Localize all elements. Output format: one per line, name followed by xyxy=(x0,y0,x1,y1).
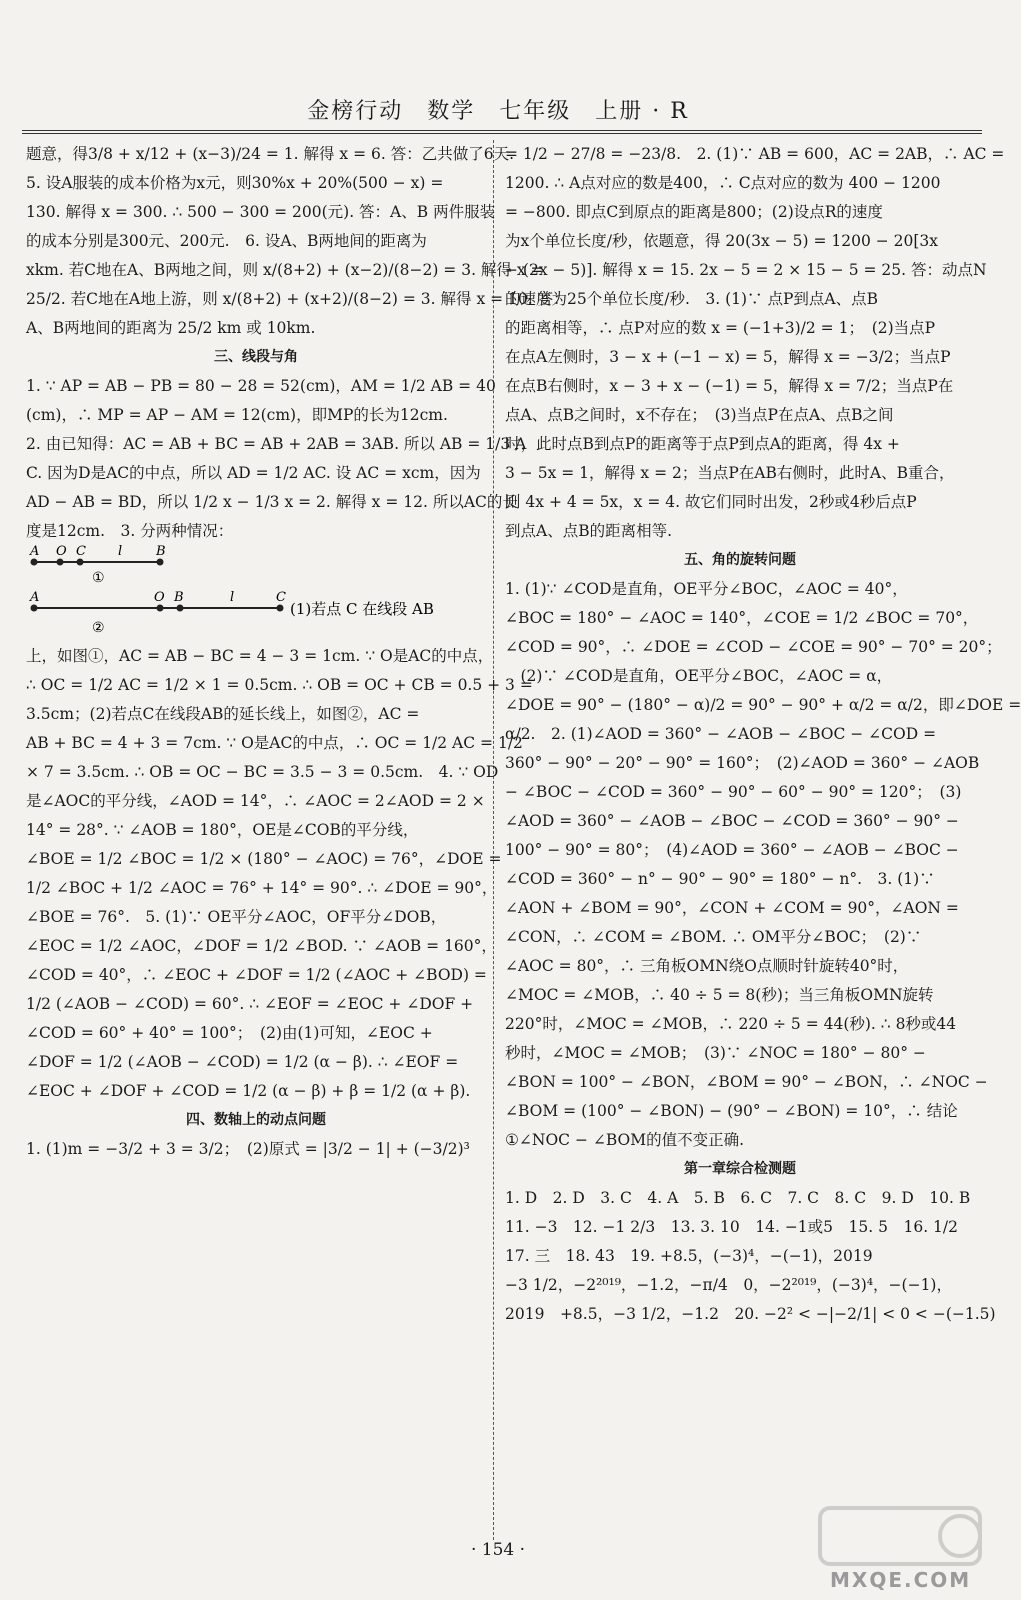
section-heading: 三、线段与角 xyxy=(214,349,298,365)
answer-line: 130. 解得 x = 300. ∴ 500 − 300 = 200(元). 答：A、B 两件服装 xyxy=(26,203,496,221)
left-column xyxy=(26,140,569,1164)
answer-line: 题意，得3/8 + x/12 + (x−3)/24 = 1. 解得 x = 6. 答：乙共做了6天. xyxy=(26,145,515,163)
figure-1-marker: ① xyxy=(92,570,105,586)
answer-line: 点A、点B之间时，x不存在； (3)当点P在点A、点B之间 xyxy=(505,406,894,424)
answer-line: (2)∵ ∠COD是直角，OE平分∠BOC，∠AOC = α， xyxy=(505,667,893,685)
answer-line: ∠DOF = 1/2 (∠AOB − ∠COD) = 1/2 (α − β). ∴ ∠EOF = xyxy=(26,1053,459,1071)
point-C-2 xyxy=(277,605,284,612)
point-A-1 xyxy=(31,559,38,566)
answer-line: − (2x − 5)]. 解得 x = 15. 2x − 5 = 2 × 15 − 5 = 25. 答：动点N xyxy=(505,261,987,279)
column-divider xyxy=(493,140,494,1540)
answer-line: 上，如图①，AC = AB − BC = 4 − 3 = 1cm. ∵ O是AC的中点， xyxy=(26,647,494,665)
diagram-side-text: (1)若点 C 在线段 AB xyxy=(290,600,434,618)
answer-line: ∠EOC + ∠DOF + ∠COD = 1/2 (α − β) + β = 1/2 (α + β). xyxy=(26,1082,471,1100)
answer-line: 2. 由已知得：AC = AB + BC = AB + 2AB = 3AB. 所以 AB = 1/3 A xyxy=(26,435,527,453)
answer-line: 在点B右侧时，x − 3 + x − (−1) = 5，解得 x = 7/2；当点P在 xyxy=(505,377,954,395)
answer-line: 1200. ∴ A点对应的数是400，∴ C点对应的数为 400 − 1200 xyxy=(505,174,941,192)
answer-line: ∠COD = 90°，∴ ∠DOE = ∠COD − ∠COE = 90° − 70° = 20°； xyxy=(505,638,1002,656)
page-number: · 154 · xyxy=(470,1540,526,1560)
section-heading: 第一章综合检测题 xyxy=(684,1161,796,1177)
answer-line: 360° − 90° − 20° − 90° = 160°； (2)∠AOD = 360° − ∠AOB xyxy=(505,754,980,772)
answer-line: 17. 三 18. 43 19. +8.5，(−3)⁴，−(−1)，2019 xyxy=(505,1247,873,1265)
answer-line: 在点A左侧时，3 − x + (−1 − x) = 5，解得 x = −3/2；当点P xyxy=(505,348,951,366)
answer-line: 的成本分别是300元、200元. 6. 设A、B两地间的距离为 xyxy=(26,232,427,250)
answer-line: 是∠AOC的平分线，∠AOD = 14°，∴ ∠AOC = 2∠AOD = 2 × xyxy=(26,792,485,810)
answer-line: 2019 +8.5，−3 1/2，−1.2 20. −2² < −|−2/1| < 0 < −(−1.5) xyxy=(505,1305,996,1323)
answer-line: 25/2. 若C地在A地上游，则 x/(8+2) + (x+2)/(8−2) = 3. 解得 x = 10. 答： xyxy=(26,290,569,308)
section-heading: 四、数轴上的动点问题 xyxy=(186,1112,326,1128)
answer-line: A、B两地间的距离为 25/2 km 或 10km. xyxy=(26,319,316,337)
answer-line: C. 因为D是AC的中点，所以 AD = 1/2 AC. 设 AC = xcm，因为 xyxy=(26,464,481,482)
point-A-2 xyxy=(31,605,38,612)
answer-line: xkm. 若C地在A、B两地之间，则 x/(8+2) + (x−2)/(8−2) = 3. 解得 x = xyxy=(26,261,544,279)
answer-line: ∠BOC = 180° − ∠AOC = 140°，∠COE = 1/2 ∠BOC = 70°， xyxy=(505,609,979,627)
answer-line: 220°时，∠MOC = ∠MOB，∴ 220 ÷ 5 = 44(秒). ∴ 8秒或44 xyxy=(505,1015,957,1033)
label-O-1: O xyxy=(56,544,67,559)
answer-line: ∠BOE = 1/2 ∠BOC = 1/2 × (180° − ∠AOC) = 76°，∠DOE = xyxy=(26,850,502,868)
answer-line: ∠CON，∴ ∠COM = ∠BOM. ∴ OM平分∠BOC； (2)∵ xyxy=(505,928,922,946)
answer-line: ∠COD = 40°，∴ ∠EOC + ∠DOF = 1/2 (∠AOC + ∠BOD) = xyxy=(26,966,487,984)
answer-line: ∠BON = 100° − ∠BON，∠BOM = 90° − ∠BON，∴ ∠NOC − xyxy=(505,1073,988,1091)
label-B-1: B xyxy=(156,544,166,559)
point-B-1 xyxy=(157,559,164,566)
answer-line: ∠DOE = 90° − (180° − α)/2 = 90° − 90° + α/2 = α/2，即∠DOE = xyxy=(505,696,1021,714)
header-rule xyxy=(22,130,982,131)
answer-line: 3 − 5x = 1，解得 x = 2；当点P在AB右侧时，此时A、B重合， xyxy=(505,464,955,482)
label-l-2: l xyxy=(230,590,235,605)
answer-line: = −800. 即点C到原点的距离是800；(2)设点R的速度 xyxy=(505,203,883,221)
answer-line: × 7 = 3.5cm. ∴ OB = OC − BC = 3.5 − 3 = 0.5cm. 4. ∵ OD xyxy=(26,763,499,781)
label-C-2: C xyxy=(276,590,286,605)
answer-line: 度是12cm. 3. 分两种情况： xyxy=(26,522,234,540)
answer-line: ∠COD = 60° + 40° = 100°； (2)由(1)可知，∠EOC + xyxy=(26,1024,433,1042)
label-A-2: A xyxy=(30,590,40,605)
answer-line: 秒时，∠MOC = ∠MOB； (3)∵ ∠NOC = 180° − 80° − xyxy=(505,1044,926,1062)
answer-line: 1. D 2. D 3. C 4. A 5. B 6. C 7. C 8. C 9. D 10. B xyxy=(505,1189,971,1207)
point-B-2 xyxy=(177,605,184,612)
answer-line: ∠AON + ∠BOM = 90°，∠CON + ∠COM = 90°，∠AON = xyxy=(505,899,959,917)
answer-line: ∠AOD = 360° − ∠AOB − ∠BOC − ∠COD = 360° − 90° − xyxy=(505,812,959,830)
answer-line: −3 1/2，−2²⁰¹⁹，−1.2，−π/4 0，−2²⁰¹⁹，(−3)⁴，−(−1)， xyxy=(505,1276,952,1294)
answer-line: 则 4x + 4 = 5x，x = 4. 故它们同时出发，2秒或4秒后点P xyxy=(505,493,917,511)
answer-line: AD − AB = BD，所以 1/2 x − 1/3 x = 2. 解得 x = 12. 所以AC的长 xyxy=(26,493,518,511)
answer-line: ∴ OC = 1/2 AC = 1/2 × 1 = 0.5cm. ∴ OB = OC + CB = 0.5 + 3 = xyxy=(26,676,533,694)
answer-line: 的距离相等，∴ 点P对应的数 x = (−1+3)/2 = 1； (2)当点P xyxy=(505,319,936,337)
answer-line: 14° = 28°. ∵ ∠AOB = 180°，OE是∠COB的平分线， xyxy=(26,821,419,839)
watermark-text: MXQE.COM xyxy=(830,1568,972,1592)
answer-line: ∠AOC = 80°，∴ 三角板OMN绕O点顺时针旋转40°时， xyxy=(505,957,909,975)
right-column xyxy=(505,140,1021,1329)
point-C-1 xyxy=(77,559,84,566)
answer-line: ∠MOC = ∠MOB，∴ 40 ÷ 5 = 8(秒)；当三角板OMN旋转 xyxy=(505,986,934,1004)
answer-line: α/2. 2. (1)∠AOD = 360° − ∠AOB − ∠BOC − ∠COD = xyxy=(505,725,937,743)
answer-line: 1. ∵ AP = AB − PB = 80 − 28 = 52(cm)，AM = 1/2 AB = 40 xyxy=(26,377,496,395)
answer-line: ∠BOM = (100° − ∠BON) − (90° − ∠BON) = 10°，∴ 结论 xyxy=(505,1102,958,1120)
answer-line: − ∠BOC − ∠COD = 360° − 90° − 60° − 90° = 120°； (3) xyxy=(505,783,962,801)
label-O-2: O xyxy=(154,590,165,605)
segment-diagram-svg xyxy=(26,546,486,642)
answer-line: ∠BOE = 76°. 5. (1)∵ OE平分∠AOC，OF平分∠DOB， xyxy=(26,908,447,926)
answer-line: 1. (1)∵ ∠COD是直角，OE平分∠BOC，∠AOC = 40°， xyxy=(505,580,908,598)
label-A-1: A xyxy=(30,544,40,559)
answer-line: (cm)，∴ MP = AP − AM = 12(cm)，即MP的长为12cm. xyxy=(26,406,448,424)
answer-line: ∠COD = 360° − n° − 90° − 90° = 180° − n°. 3. (1)∵ xyxy=(505,870,935,888)
answer-line: 为x个单位长度/秒，依题意，得 20(3x − 5) = 1200 − 20[3x xyxy=(505,232,939,250)
segment-diagram xyxy=(26,546,486,642)
answer-line: AB + BC = 4 + 3 = 7cm. ∵ O是AC的中点，∴ OC = 1/2 AC = 1/2 xyxy=(26,734,523,752)
answer-line: = 1/2 − 27/8 = −23/8. 2. (1)∵ AB = 600，AC = 2AB，∴ AC = xyxy=(505,145,1005,163)
answer-line: ①∠NOC − ∠BOM的值不变正确. xyxy=(505,1131,745,1149)
answer-line: 时，此时点B到点P的距离等于点P到点A的距离，得 4x + xyxy=(505,435,900,453)
answer-line: 1/2 (∠AOB − ∠COD) = 60°. ∴ ∠EOF = ∠EOC + ∠DOF + xyxy=(26,995,474,1013)
header-rule-double xyxy=(22,133,982,134)
answer-line: 5. 设A服装的成本价格为x元，则30%x + 20%(500 − x) = xyxy=(26,174,444,192)
answer-line: ∠EOC = 1/2 ∠AOC，∠DOF = 1/2 ∠BOD. ∵ ∠AOB = 160°， xyxy=(26,937,497,955)
point-O-2 xyxy=(157,605,164,612)
point-O-1 xyxy=(57,559,64,566)
page-header-title: 金榜行动 数学 七年级 上册 · R xyxy=(307,99,689,124)
answer-line: 11. −3 12. −1 2/3 13. 3. 10 14. −1或5 15. 5 16. 1/2 xyxy=(505,1218,958,1236)
label-C-1: C xyxy=(76,544,86,559)
answer-line: 1/2 ∠BOC + 1/2 ∠AOC = 76° + 14° = 90°. ∴ ∠DOE = 90°， xyxy=(26,879,498,897)
label-B-2: B xyxy=(174,590,184,605)
figure-2-marker: ② xyxy=(92,620,105,636)
answer-line: 的速度为25个单位长度/秒. 3. (1)∵ 点P到点A、点B xyxy=(505,290,878,308)
answer-line: 3.5cm；(2)若点C在线段AB的延长线上，如图②，AC = xyxy=(26,705,420,723)
section-heading: 五、角的旋转问题 xyxy=(684,552,796,568)
label-l-1: l xyxy=(118,544,123,559)
answer-line: 100° − 90° = 80°； (4)∠AOD = 360° − ∠AOB − ∠BOC − xyxy=(505,841,959,859)
answer-line: 1. (1)m = −3/2 + 3 = 3/2； (2)原式 = |3/2 − 1| + (−3/2)³ xyxy=(26,1140,470,1158)
answer-line: 到点A、点B的距离相等. xyxy=(505,522,673,540)
